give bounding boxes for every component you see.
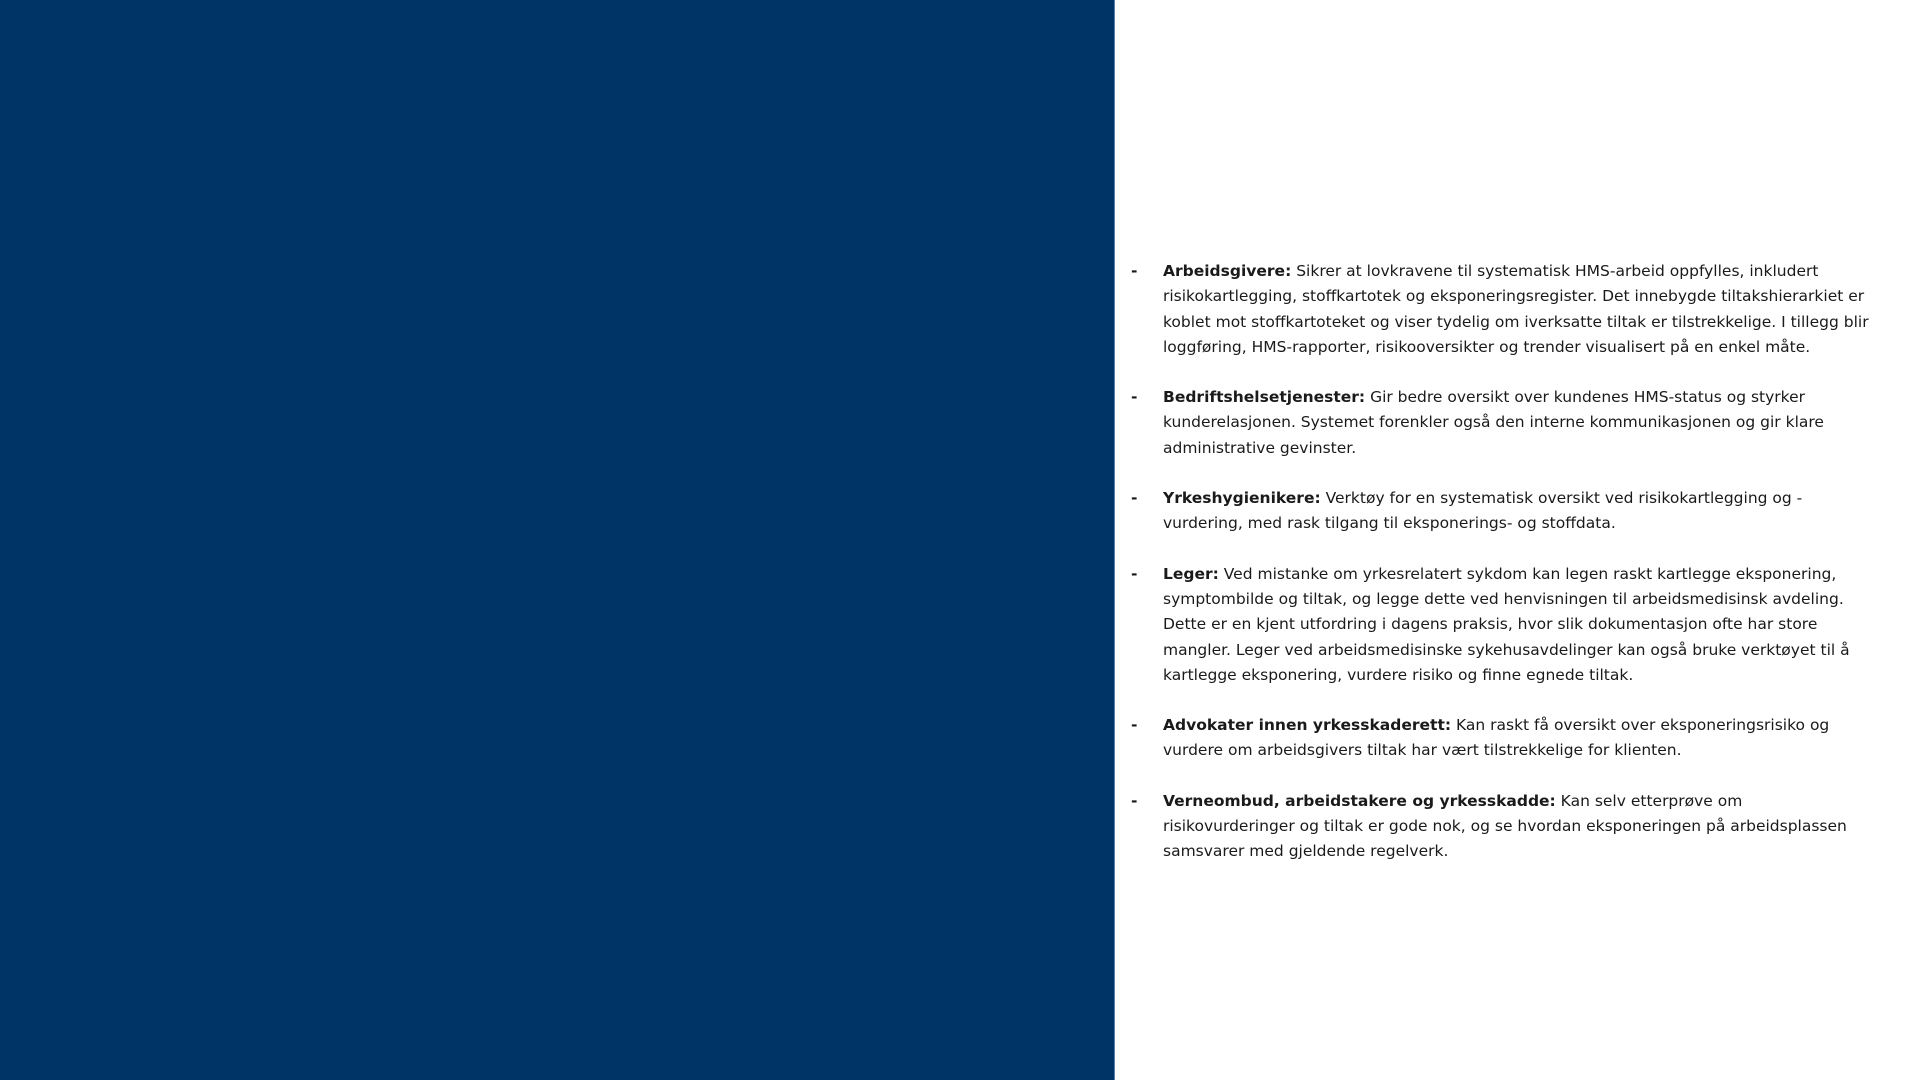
list-item-arbeidsgivere bbox=[1131, 259, 1871, 360]
item-text: Kan raskt få oversikt over eksponeringsrisiko og vurdere om arbeidsgivers tiltak har vært tilstrekkelige for klienten. bbox=[1163, 716, 1830, 760]
bullet-dash: - bbox=[1131, 262, 1138, 280]
item-term: Advokater innen yrkesskaderett: bbox=[1163, 716, 1452, 735]
bullet-dash: - bbox=[1131, 791, 1138, 810]
item-term: Arbeidsgivere: bbox=[1163, 262, 1292, 280]
item-text: Gir bedre oversikt over kundenes HMS-status og styrker kunderelasjonen. Systemet forenkler også den interne kommunikasjonen og gir klare administrative gevinster. bbox=[1163, 388, 1824, 457]
item-term: Yrkeshygienikere: bbox=[1163, 489, 1321, 508]
list-item-leger bbox=[1131, 562, 1871, 688]
item-term: Bedriftshelsetjenester: bbox=[1163, 388, 1366, 407]
item-text: Verktøy for en systematisk oversikt ved risikokartlegging og -vurdering, med rask tilgang til eksponerings- og stoffdata. bbox=[1163, 489, 1803, 533]
bullet-dash: - bbox=[1131, 564, 1138, 583]
list-item-verneombud bbox=[1131, 789, 1871, 865]
bullet-dash: - bbox=[1131, 716, 1138, 735]
item-text: Kan selv etterprøve om risikovurderinger og tiltak er gode nok, og se hvordan eksponeringen på arbeidsplassen samsvarer med gjeldende regelverk. bbox=[1163, 791, 1847, 861]
stakeholder-list bbox=[1131, 259, 1871, 890]
list-item-bedriftshelsetjenester bbox=[1131, 385, 1871, 461]
bullet-dash: - bbox=[1131, 489, 1138, 508]
item-text: Ved mistanke om yrkesrelatert sykdom kan legen raskt kartlegge eksponering, symptombilde og tiltak, og legge dette ved henvisningen til arbeidsmedisinsk avdeling. Dette er en kjent utfordring i dagens praksis, hvor slik dokumentasjon ofte har store mangler. Leger ved arbeidsmedisinske sykehusavdelinger kan også bruke verktøyet til å kartlegge eksponering, vurdere risiko og finne egnede tiltak. bbox=[1163, 564, 1850, 684]
bullet-dash: - bbox=[1131, 388, 1138, 407]
item-term: Verneombud, arbeidstakere og yrkesskadde: bbox=[1163, 791, 1556, 810]
list-item-yrkeshygienikere bbox=[1131, 486, 1871, 537]
item-text: Sikrer at lovkravene til systematisk HMS-arbeid oppfylles, inkludert risikokartlegging, stoffkartotek og eksponeringsregister. Det innebygde tiltakshierarkiet er koblet mot stoffkartoteket og viser tydelig om iverksatte tiltak er tilstrekkelige. I tillegg blir loggføring, HMS-rapporter, risikooversikter og trender visualisert på en enkel måte. bbox=[1163, 262, 1869, 356]
list-item-advokater bbox=[1131, 713, 1871, 764]
item-term: Leger: bbox=[1163, 564, 1219, 583]
